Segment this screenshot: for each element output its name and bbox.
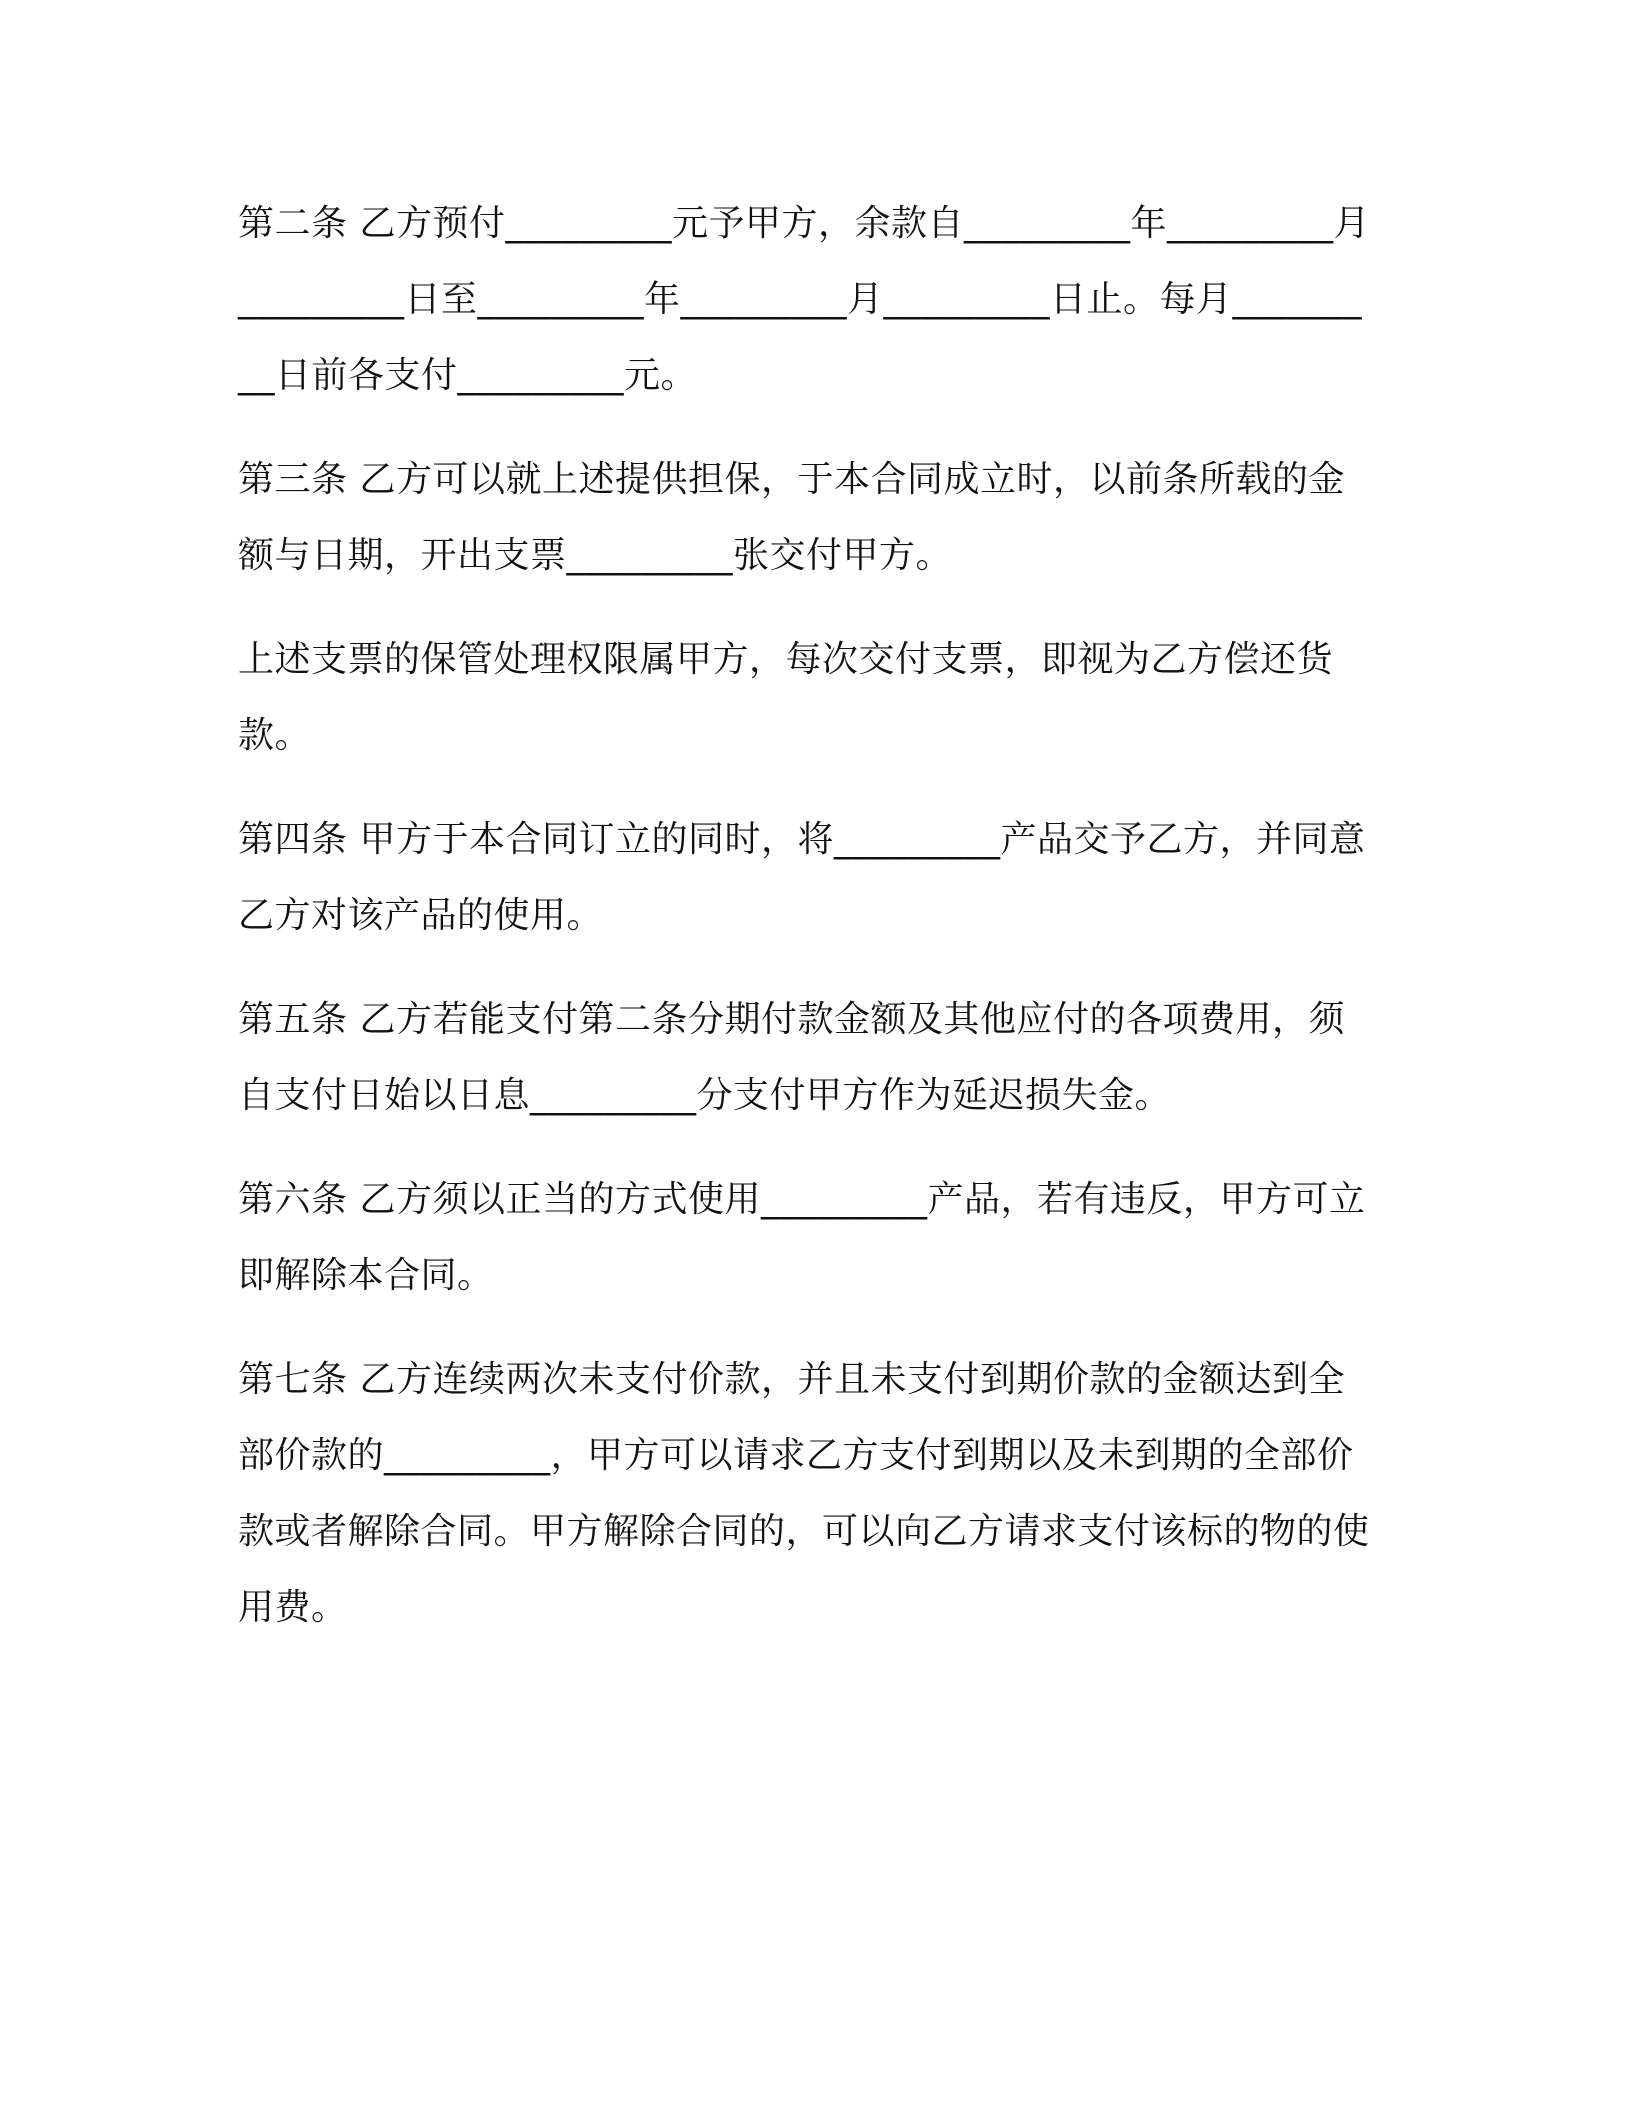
article-2-paragraph: 第二条 乙方预付_________元予甲方，余款自_________年_________月_________日至_________年_________月_________日止。每月_________日前各支付_________元。 bbox=[238, 203, 1370, 396]
check-custody-paragraph: 上述支票的保管处理权限属甲方，每次交付支票，即视为乙方偿还货款。 bbox=[238, 639, 1334, 756]
article-3-paragraph: 第三条 乙方可以就上述提供担保，于本合同成立时，以前条所载的金额与日期，开出支票_________张交付甲方。 bbox=[238, 459, 1345, 576]
article-4-paragraph: 第四条 甲方于本合同订立的同时，将_________产品交予乙方，并同意乙方对该产品的使用。 bbox=[238, 819, 1366, 936]
article-7-paragraph: 第七条 乙方连续两次未支付价款，并且未支付到期价款的金额达到全部价款的_________，甲方可以请求乙方支付到期以及未到期的全部价款或者解除合同。甲方解除合同的，可以向乙方请求支付该标的物的使用费。 bbox=[238, 1359, 1370, 1628]
document-body bbox=[238, 186, 1378, 1674]
article-6-paragraph: 第六条 乙方须以正当的方式使用_________产品，若有违反，甲方可立即解除本合同。 bbox=[238, 1179, 1366, 1296]
article-5-paragraph: 第五条 乙方若能支付第二条分期付款金额及其他应付的各项费用，须自支付日始以日息_________分支付甲方作为延迟损失金。 bbox=[238, 999, 1345, 1116]
